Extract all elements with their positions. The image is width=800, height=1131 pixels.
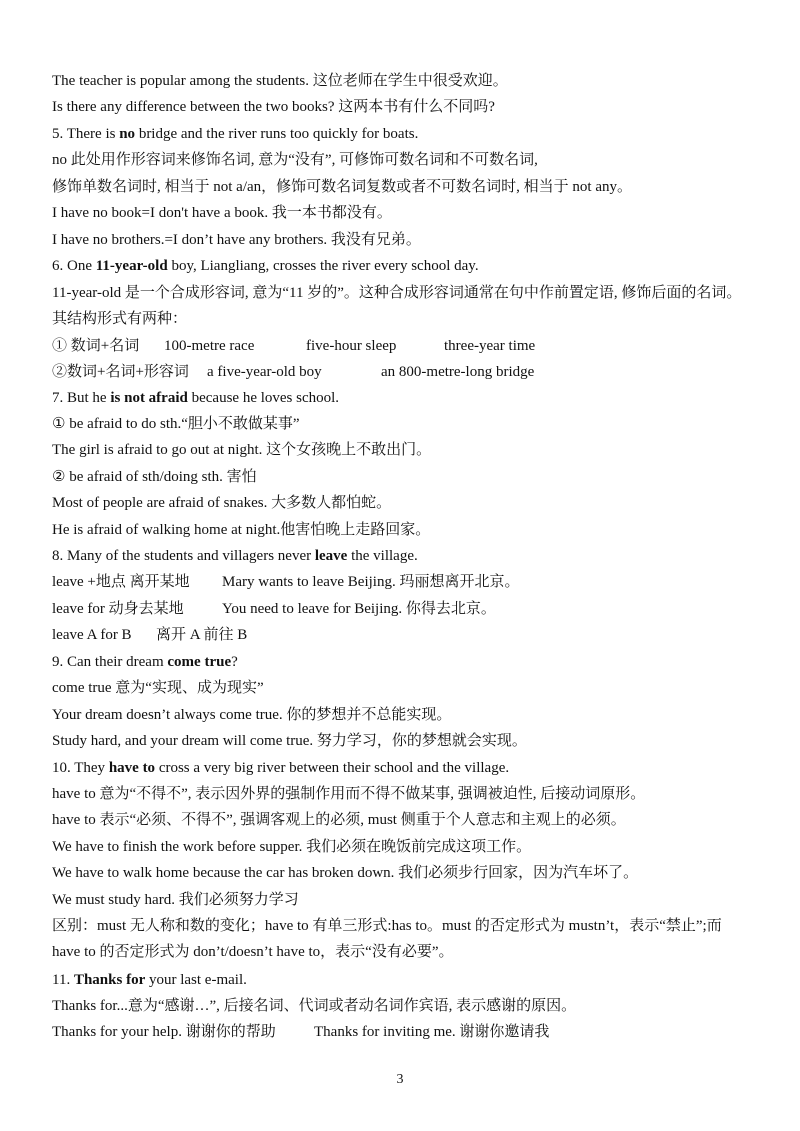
- text-line: [52, 863, 752, 883]
- heading-keyword: come true: [167, 654, 232, 670]
- line-text: You need to leave for Beijing. 你得去北京。: [222, 601, 496, 617]
- heading-text: because he loves school.: [187, 390, 340, 406]
- heading-text: 8. Many of the students and villagers never: [52, 548, 315, 564]
- text-paragraph: [52, 913, 752, 965]
- heading-text: your last e-mail.: [145, 972, 247, 988]
- line-text: Thanks for inviting me. 谢谢你邀请我: [314, 1024, 550, 1040]
- line-text: have to 意为“不得不”, 表示因外界的强制作用而不得不做某事, 强调被迫性, 后接动词原形。: [52, 786, 646, 802]
- line-text: Mary wants to leave Beijing. 玛丽想离开北京。: [222, 574, 520, 590]
- heading-text: cross a very big river between their school and the village.: [155, 760, 510, 776]
- line-text: I have no book=I don't have a book. 我一本书都没有。: [52, 205, 392, 221]
- text-line: [52, 177, 752, 197]
- line-text: Thanks for...意为“感谢…”, 后接名词、代词或者动名词作宾语, 表示感谢的原因。: [52, 998, 577, 1014]
- item-heading-6: [52, 256, 752, 276]
- heading-keyword: is not afraid: [110, 390, 188, 406]
- text-line: [52, 150, 752, 170]
- text-line: [52, 731, 752, 751]
- text-line: [52, 71, 752, 91]
- line-text: have to 表示“必须、不得不”, 强调客观上的必须, must 侧重于个人意志和主观上的必须。: [52, 812, 626, 828]
- line-text: leave A for B: [52, 627, 132, 643]
- line-text: I have no brothers.=I don’t have any brothers. 我没有兄弟。: [52, 232, 421, 248]
- line-text: no 此处用作形容词来修饰名词, 意为“没有”, 可修饰可数名词和不可数名词,: [52, 152, 538, 168]
- text-line: [52, 784, 752, 804]
- heading-text: 11.: [52, 972, 74, 988]
- page-number: 3: [396, 1072, 404, 1087]
- text-line: [52, 493, 752, 513]
- heading-text: 9. Can their dream: [52, 654, 168, 670]
- text-line: [52, 440, 752, 460]
- heading-keyword: 11-year-old: [95, 258, 168, 274]
- paragraph-text: 11-year-old 是一个合成形容词, 意为“11 岁的”。这种合成形容词通常在句中作前置定语, 修饰后面的名词。其结构形式有两种：: [52, 285, 742, 327]
- heading-text: the village.: [347, 548, 418, 564]
- item-heading-11: [52, 970, 752, 990]
- heading-keyword: leave: [314, 548, 348, 564]
- text-line: [52, 890, 752, 910]
- line-text: leave +地点 离开某地: [52, 574, 190, 590]
- heading-keyword: have to: [108, 760, 156, 776]
- line-text: ① be afraid to do sth.“胆小不敢做某事”: [52, 416, 300, 432]
- text-line: [52, 230, 752, 250]
- line-text: come true 意为“实现、成为现实”: [52, 680, 264, 696]
- line-text: We have to walk home because the car has broken down. 我们必须步行回家，因为汽车坏了。: [52, 865, 639, 881]
- heading-text: 10. They: [52, 760, 109, 776]
- heading-text: 6. One: [52, 258, 96, 274]
- line-text: Study hard, and your dream will come true. 努力学习，你的梦想就会实现。: [52, 733, 527, 749]
- text-paragraph: [52, 280, 752, 332]
- line-text: 100-metre race: [164, 338, 255, 354]
- line-text: He is afraid of walking home at night.他害怕晚上走路回家。: [52, 522, 431, 538]
- heading-text: boy, Liangliang, crosses the river every school day.: [167, 258, 479, 274]
- line-text: a five-year-old boy: [207, 364, 322, 380]
- text-line: [52, 203, 752, 223]
- line-text: ② be afraid of sth/doing sth. 害怕: [52, 469, 257, 485]
- line-text: Thanks for your help. 谢谢你的帮助: [52, 1024, 276, 1040]
- item-heading-10: [52, 758, 752, 778]
- line-text: three-year time: [444, 338, 536, 354]
- line-text: Your dream doesn’t always come true. 你的梦想并不总能实现。: [52, 707, 452, 723]
- heading-text: ?: [231, 654, 238, 670]
- text-line: [52, 520, 752, 540]
- line-text: We have to finish the work before supper. 我们必须在晚饭前完成这项工作。: [52, 839, 532, 855]
- text-line: [52, 837, 752, 857]
- line-text: an 800-metre-long bridge: [381, 364, 535, 380]
- text-line: [52, 810, 752, 830]
- line-text: five-hour sleep: [306, 338, 397, 354]
- heading-keyword: no: [119, 126, 136, 142]
- text-line: [52, 678, 752, 698]
- heading-text: bridge and the river runs too quickly for boats.: [135, 126, 419, 142]
- text-line: [52, 705, 752, 725]
- line-text: 修饰单数名词时, 相当于 not a/an，修饰可数名词复数或者不可数名词时, 相当于 not any。: [52, 179, 632, 195]
- item-heading-9: [52, 652, 752, 672]
- text-line: [52, 467, 752, 487]
- text-line: [52, 97, 752, 117]
- line-text: The teacher is popular among the students. 这位老师在学生中很受欢迎。: [52, 73, 508, 89]
- line-text: 离开 A 前往 B: [156, 627, 248, 643]
- text-line: [52, 625, 752, 645]
- heading-text: 7. But he: [52, 390, 111, 406]
- text-line: [52, 362, 752, 382]
- paragraph-text: 区别：must 无人称和数的变化；have to 有单三形式:has to。must 的否定形式为 mustn’t，表示“禁止”;而 have to 的否定形式为 don’t/doesn’t have to，表示“没有必要”。: [52, 918, 722, 960]
- text-line: [52, 996, 752, 1016]
- item-heading-8: [52, 546, 752, 566]
- line-text: We must study hard. 我们必须努力学习: [52, 892, 299, 908]
- text-line: [52, 572, 752, 592]
- item-heading-7: [52, 388, 752, 408]
- text-line: [52, 414, 752, 434]
- item-heading-5: [52, 124, 752, 144]
- line-text: Most of people are afraid of snakes. 大多数人都怕蛇。: [52, 495, 392, 511]
- line-text: The girl is afraid to go out at night. 这个女孩晚上不敢出门。: [52, 442, 432, 458]
- line-text: ① 数词+名词: [52, 338, 140, 354]
- heading-keyword: Thanks for: [73, 972, 146, 988]
- text-line: [52, 1022, 752, 1042]
- text-line: [52, 336, 752, 356]
- heading-text: 5. There is: [52, 126, 120, 142]
- line-text: leave for 动身去某地: [52, 601, 184, 617]
- line-text: ②数词+名词+形容词: [52, 364, 189, 380]
- text-line: [52, 599, 752, 619]
- line-text: Is there any difference between the two books? 这两本书有什么不同吗?: [52, 99, 495, 115]
